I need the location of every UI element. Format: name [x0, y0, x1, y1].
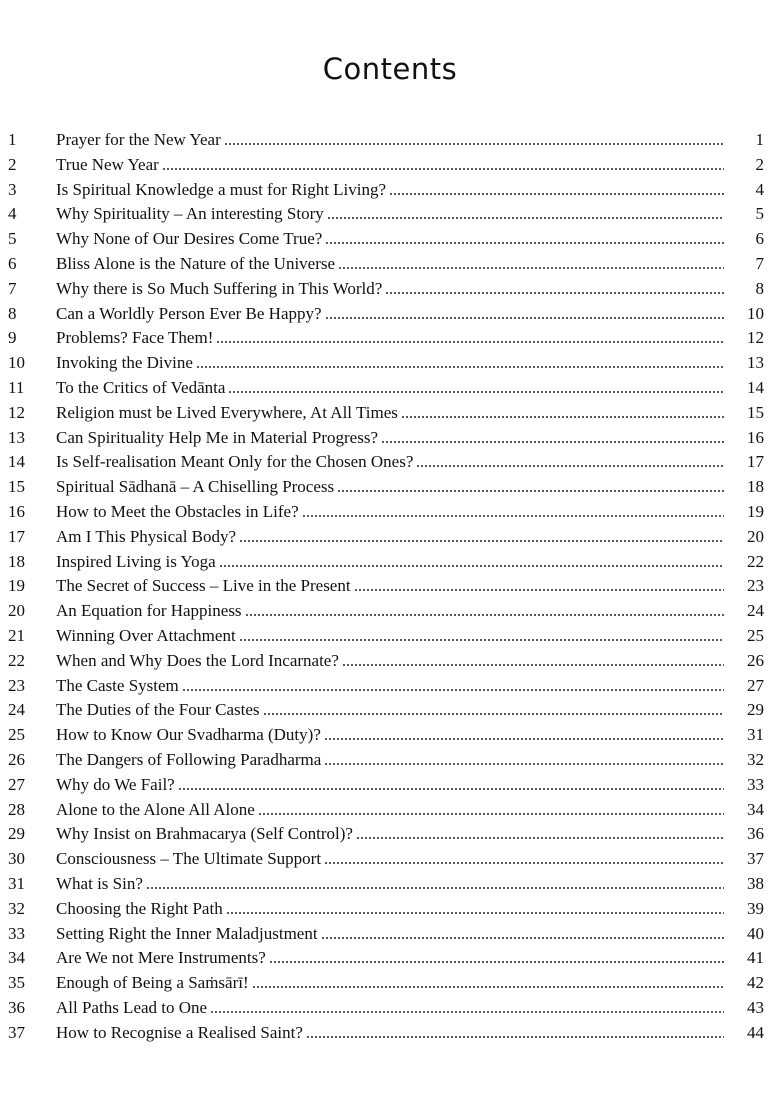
toc-entry: [0, 202, 780, 227]
toc-entry-body: [56, 996, 724, 1021]
toc-entry-page-number: 41: [747, 948, 764, 968]
dot-leader: [401, 416, 724, 418]
toc-entry-body: [56, 401, 724, 426]
toc-entry-page-number: 4: [755, 179, 764, 199]
toc-entry: [0, 847, 780, 872]
toc-entry-body: [56, 550, 724, 575]
toc-entry-page-number: 44: [747, 1022, 764, 1042]
dot-leader: [258, 813, 724, 815]
toc-entry-number: 21: [8, 625, 25, 645]
toc-entry-page-number: 15: [747, 402, 764, 422]
dot-leader: [252, 986, 724, 988]
dot-leader: [146, 887, 724, 889]
toc-entry: [0, 748, 780, 773]
toc-entry-title: Alone to the Alone All Alone: [56, 799, 255, 819]
toc-entry: [0, 550, 780, 575]
dot-leader: [389, 193, 724, 195]
toc-entry-body: [56, 500, 724, 525]
toc-entry-number: 31: [8, 873, 25, 893]
toc-entry-body: [56, 153, 724, 178]
toc-entry-page-number: 29: [747, 700, 764, 720]
toc-entry: [0, 1021, 780, 1046]
toc-entry: [0, 574, 780, 599]
toc-entry-title: The Secret of Success – Live in the Present: [56, 576, 351, 596]
toc-entry-body: [56, 178, 724, 203]
toc-entry-number: 26: [8, 749, 25, 769]
toc-entry-title: Is Spiritual Knowledge a must for Right Living?: [56, 179, 387, 199]
toc-entry-body: [56, 698, 724, 723]
toc-entry-page-number: 24: [747, 601, 764, 621]
toc-entry-body: [56, 302, 724, 327]
toc-entry-title: How to Know Our Svadharma (Duty)?: [56, 725, 321, 745]
toc-entry-page-number: 19: [747, 501, 764, 521]
toc-entry: [0, 599, 780, 624]
toc-entry-body: [56, 450, 724, 475]
toc-entry-page-number: 2: [755, 154, 764, 174]
toc-entry: [0, 872, 780, 897]
toc-entry: [0, 996, 780, 1021]
dot-leader: [239, 639, 724, 641]
toc-entry-number: 19: [8, 576, 25, 596]
dot-leader: [228, 391, 724, 393]
toc-entry-title: Inspired Living is Yoga: [56, 551, 216, 571]
toc-entry-title: Problems? Face Them!: [56, 328, 214, 348]
dot-leader: [324, 862, 724, 864]
toc-entry-title: Winning Over Attachment: [56, 625, 236, 645]
toc-entry-page-number: 40: [747, 923, 764, 943]
dot-leader: [239, 540, 724, 542]
toc-entry-title: The Dangers of Following Paradharma: [56, 749, 322, 769]
toc-entry-title: Consciousness – The Ultimate Support: [56, 849, 322, 869]
toc-entry-body: [56, 624, 724, 649]
toc-entry-page-number: 5: [755, 204, 764, 224]
toc-entry-title: Spiritual Sādhanā – A Chiselling Process: [56, 477, 335, 497]
dot-leader: [178, 788, 724, 790]
toc-entry-number: 25: [8, 725, 25, 745]
toc-entry-title: The Duties of the Four Castes: [56, 700, 260, 720]
toc-entry-title: Why do We Fail?: [56, 774, 175, 794]
toc-entry: [0, 450, 780, 475]
toc-entry-body: [56, 798, 724, 823]
toc-entry-title: Can Spirituality Help Me in Material Progress?: [56, 427, 378, 447]
toc-entry-body: [56, 773, 724, 798]
toc-entry-title: Can a Worldly Person Ever Be Happy?: [56, 303, 322, 323]
toc-entry-page-number: 36: [747, 824, 764, 844]
dot-leader: [325, 242, 724, 244]
toc-entry-body: [56, 897, 724, 922]
table-of-contents: [0, 128, 780, 1045]
toc-entry-title: Setting Right the Inner Maladjustment: [56, 923, 318, 943]
toc-entry-page-number: 8: [755, 278, 764, 298]
toc-entry-number: 18: [8, 551, 25, 571]
toc-entry-title: Is Self-realisation Meant Only for the Chosen Ones?: [56, 452, 414, 472]
toc-entry-number: 14: [8, 452, 25, 472]
toc-entry: [0, 674, 780, 699]
toc-entry-page-number: 33: [747, 774, 764, 794]
toc-entry: [0, 723, 780, 748]
dot-leader: [354, 589, 724, 591]
toc-entry-body: [56, 351, 724, 376]
toc-entry-number: 33: [8, 923, 25, 943]
toc-entry-page-number: 12: [747, 328, 764, 348]
toc-entry: [0, 401, 780, 426]
toc-entry-number: 3: [8, 179, 17, 199]
toc-entry-number: 7: [8, 278, 17, 298]
dot-leader: [416, 465, 724, 467]
dot-leader: [302, 515, 724, 517]
dot-leader: [324, 763, 724, 765]
toc-entry: [0, 153, 780, 178]
dot-leader: [381, 441, 724, 443]
toc-entry-number: 2: [8, 154, 17, 174]
toc-entry-number: 13: [8, 427, 25, 447]
toc-entry-page-number: 20: [747, 526, 764, 546]
toc-entry-number: 10: [8, 353, 25, 373]
toc-entry-number: 1: [8, 130, 17, 149]
toc-entry-body: [56, 649, 724, 674]
toc-entry-body: [56, 128, 724, 153]
toc-entry-body: [56, 946, 724, 971]
dot-leader: [356, 837, 724, 839]
toc-entry-number: 15: [8, 477, 25, 497]
toc-entry-title: Am I This Physical Body?: [56, 526, 237, 546]
toc-entry-body: [56, 252, 724, 277]
toc-entry-body: [56, 872, 724, 897]
toc-entry-page-number: 10: [747, 303, 764, 323]
toc-entry-page-number: 37: [747, 849, 764, 869]
toc-entry-body: [56, 574, 724, 599]
dot-leader: [306, 1036, 724, 1038]
dot-leader: [226, 912, 724, 914]
toc-entry-title: What is Sin?: [56, 873, 143, 893]
toc-entry-number: 29: [8, 824, 25, 844]
toc-entry-number: 28: [8, 799, 25, 819]
toc-entry-number: 27: [8, 774, 25, 794]
toc-entry: [0, 773, 780, 798]
toc-entry-title: How to Meet the Obstacles in Life?: [56, 501, 299, 521]
toc-entry-page-number: 7: [755, 253, 764, 273]
toc-entry-page-number: 43: [747, 997, 764, 1017]
dot-leader: [337, 490, 724, 492]
toc-entry-page-number: 18: [747, 477, 764, 497]
dot-leader: [325, 317, 724, 319]
toc-entry-title: Why there is So Much Suffering in This World?: [56, 278, 383, 298]
toc-entry-number: 36: [8, 997, 25, 1017]
toc-entry-number: 9: [8, 328, 17, 348]
toc-entry: [0, 326, 780, 351]
toc-entry-body: [56, 723, 724, 748]
toc-entry-page-number: 42: [747, 973, 764, 993]
toc-entry-body: [56, 426, 724, 451]
toc-entry-body: [56, 227, 724, 252]
toc-entry-page-number: 1: [755, 130, 764, 149]
toc-entry-page-number: 23: [747, 576, 764, 596]
toc-entry-page-number: 27: [747, 675, 764, 695]
toc-entry-page-number: 13: [747, 353, 764, 373]
toc-entry: [0, 351, 780, 376]
toc-entry-number: 35: [8, 973, 25, 993]
toc-entry-page-number: 32: [747, 749, 764, 769]
dot-leader: [219, 565, 724, 567]
toc-entry-number: 22: [8, 650, 25, 670]
toc-entry-title: All Paths Lead to One: [56, 997, 208, 1017]
toc-entry-body: [56, 475, 724, 500]
toc-entry-number: 16: [8, 501, 25, 521]
toc-entry: [0, 971, 780, 996]
dot-leader: [196, 366, 724, 368]
toc-entry: [0, 922, 780, 947]
toc-entry-body: [56, 674, 724, 699]
toc-entry-page-number: 26: [747, 650, 764, 670]
dot-leader: [269, 961, 724, 963]
toc-entry-page-number: 38: [747, 873, 764, 893]
toc-entry: [0, 649, 780, 674]
dot-leader: [245, 614, 724, 616]
toc-entry-number: 20: [8, 601, 25, 621]
toc-entry-number: 37: [8, 1022, 25, 1042]
toc-entry-title: Prayer for the New Year: [56, 130, 221, 149]
toc-entry-title: To the Critics of Vedānta: [56, 377, 226, 397]
toc-entry: [0, 277, 780, 302]
toc-entry-body: [56, 376, 724, 401]
toc-entry-body: [56, 326, 724, 351]
toc-entry-body: [56, 525, 724, 550]
dot-leader: [324, 738, 724, 740]
toc-entry: [0, 897, 780, 922]
toc-entry-title: Are We not Mere Instruments?: [56, 948, 266, 968]
toc-entry-title: Choosing the Right Path: [56, 898, 223, 918]
toc-entry-body: [56, 971, 724, 996]
toc-entry: [0, 525, 780, 550]
toc-entry: [0, 178, 780, 203]
toc-entry-number: 8: [8, 303, 17, 323]
page-title: Contents: [322, 52, 458, 86]
toc-entry: [0, 227, 780, 252]
toc-entry-body: [56, 599, 724, 624]
toc-entry-page-number: 31: [747, 725, 764, 745]
dot-leader: [263, 713, 725, 715]
dot-leader: [342, 664, 724, 666]
toc-entry-title: When and Why Does the Lord Incarnate?: [56, 650, 339, 670]
toc-entry-title: An Equation for Happiness: [56, 601, 242, 621]
dot-leader: [327, 217, 724, 219]
dot-leader: [182, 689, 724, 691]
toc-entry: [0, 698, 780, 723]
toc-entry-title: Bliss Alone is the Nature of the Universe: [56, 253, 336, 273]
toc-entry-title: Why None of Our Desires Come True?: [56, 229, 323, 249]
toc-entry-body: [56, 1021, 724, 1046]
toc-entry-title: Enough of Being a Saṁsārī!: [56, 973, 249, 993]
toc-entry-title: Invoking the Divine: [56, 353, 193, 373]
toc-entry-number: 23: [8, 675, 25, 695]
toc-entry-body: [56, 922, 724, 947]
toc-entry-title: The Caste System: [56, 675, 179, 695]
toc-entry: [0, 798, 780, 823]
toc-entry-number: 34: [8, 948, 25, 968]
toc-entry-title: True New Year: [56, 154, 159, 174]
dot-leader: [210, 1011, 724, 1013]
toc-entry: [0, 302, 780, 327]
dot-leader: [216, 341, 724, 343]
toc-entry-body: [56, 822, 724, 847]
dot-leader: [338, 267, 724, 269]
toc-entry: [0, 624, 780, 649]
toc-entry-body: [56, 847, 724, 872]
toc-entry-number: 12: [8, 402, 25, 422]
toc-entry: [0, 500, 780, 525]
toc-entry-number: 17: [8, 526, 25, 546]
toc-entry-title: Why Spirituality – An interesting Story: [56, 204, 324, 224]
toc-entry-body: [56, 202, 724, 227]
toc-entry-page-number: 39: [747, 898, 764, 918]
toc-entry-title: Why Insist on Brahmacarya (Self Control)?: [56, 824, 353, 844]
toc-entry-number: 30: [8, 849, 25, 869]
toc-entry-number: 5: [8, 229, 17, 249]
toc-entry: [0, 475, 780, 500]
toc-entry-page-number: 34: [747, 799, 764, 819]
toc-entry-number: 32: [8, 898, 25, 918]
toc-entry-page-number: 17: [747, 452, 764, 472]
toc-entry-page-number: 14: [747, 377, 764, 397]
toc-entry-title: Religion must be Lived Everywhere, At All Times: [56, 402, 398, 422]
toc-entry: [0, 252, 780, 277]
toc-entry: [0, 822, 780, 847]
toc-entry: [0, 376, 780, 401]
toc-entry: [0, 128, 780, 153]
toc-entry-number: 4: [8, 204, 17, 224]
toc-entry-page-number: 25: [747, 625, 764, 645]
toc-entry-page-number: 22: [747, 551, 764, 571]
dot-leader: [385, 292, 724, 294]
dot-leader: [321, 937, 724, 939]
toc-entry-page-number: 6: [755, 229, 764, 249]
toc-entry: [0, 946, 780, 971]
dot-leader: [224, 143, 724, 145]
dot-leader: [162, 168, 724, 170]
toc-entry: [0, 426, 780, 451]
toc-entry-page-number: 16: [747, 427, 764, 447]
toc-entry-number: 24: [8, 700, 25, 720]
toc-entry-number: 11: [8, 377, 25, 397]
toc-entry-number: 6: [8, 253, 17, 273]
toc-entry-body: [56, 748, 724, 773]
toc-entry-body: [56, 277, 724, 302]
toc-entry-title: How to Recognise a Realised Saint?: [56, 1022, 303, 1042]
